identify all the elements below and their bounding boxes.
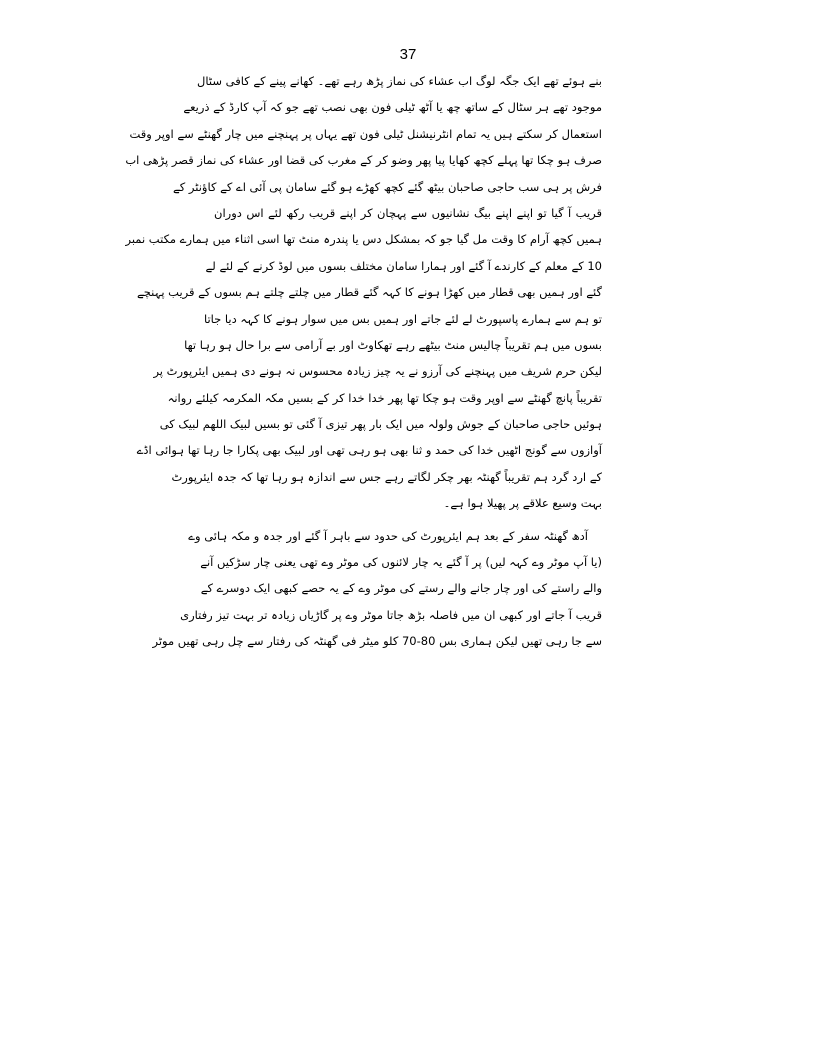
text-line: گئے اور ہمیں بھی قطار میں کھڑا ہونے کا کہہ گئے قطار میں چلتے چلتے ہم بسوں کے قریب پہنچے	[136, 285, 602, 300]
text-line: کے ارد گرد ہم تقریباً گھنٹہ بھر چکر لگاتے رہے جس سے اندازہ ہو رہا تھا کہ جدہ ایئرپورٹ	[171, 469, 602, 484]
text-line: 10 کے معلم کے کارندے آ گئے اور ہمارا سامان مختلف بسوں میں لوڈ کرنے کے لئے لے	[205, 258, 602, 273]
text-line: بسوں میں ہم تقریباً چالیس منٹ بیٹھے رہے تھکاوٹ اور بے آرامی سے برا حال ہو رہا تھا	[184, 337, 602, 352]
text-line: استعمال کر سکتے ہیں یہ تمام انٹرنیشنل ٹیلی فون تھے یہاں پر پہنچنے میں چار گھنٹے سے اوپر وقت	[129, 126, 602, 141]
text-line: فرش پر ہی سب حاجی صاحبان بیٹھ گئے کچھ کھڑے ہو گئے سامان پی آئی اے کے کاؤنٹر کے	[173, 179, 602, 194]
body-text	[125, 68, 602, 655]
text-line: ہمیں کچھ آرام کا وقت مل گیا جو کہ بمشکل دس یا پندرہ منٹ تھا اسی اثناء میں ہمارے مکتب نمبر	[125, 232, 602, 247]
page-number: 37	[399, 46, 417, 63]
text-line: تو ہم سے ہمارے پاسپورٹ لے لئے جاتے اور ہمیں بس میں سوار ہونے کا کہہ دیا جاتا	[203, 311, 602, 326]
text-line: بہت وسیع علاقے پر پھیلا ہوا ہے۔	[443, 496, 602, 511]
text-line: قریب آ جاتے اور کبھی ان میں فاصلہ بڑھ جاتا موٹر وے پر گاڑیاں زیادہ تر بہت تیز رفتاری	[180, 607, 602, 622]
text-line: ہوئیں حاجی صاحبان کے جوش ولولہ میں ایک بار پھر تیزی آ گئی تو بسیں لبیک اللھم لبیک کی	[159, 417, 602, 432]
text-line: صرف ہو چکا تھا پہلے کچھ کھایا پیا پھر وضو کر کے مغرب کی قضا اور عشاء کی نماز قصر پڑھی اب	[125, 153, 602, 168]
text-line: تقریباً پانچ گھنٹے سے اوپر وقت ہو چکا تھا پھر خدا خدا کر کے بسیں مکہ المکرمہ کیلئے روانہ	[167, 390, 602, 405]
text-line: (یا آپ موٹر وے کہہ لیں) پر آ گئے یہ چار لائنوں کی موٹر وے تھی یعنی چار سڑکیں آنے	[200, 555, 602, 570]
text-line: آوازوں سے گونج اٹھیں خدا کی حمد و ثنا بھی ہو رہی تھی اور لبیک بھی پکارا جا رہا تھا ہوائی اڈے	[136, 443, 602, 458]
text-line: قریب آ گیا تو اپنے اپنے بیگ نشانیوں سے پہچان کر اپنے قریب رکھ لئے اس دوران	[214, 205, 602, 220]
text-line: لیکن حرم شریف میں پہنچنے کی آرزو نے یہ چیز زیادہ محسوس نہ ہونے دی ہمیں ایئرپورٹ پر	[153, 364, 602, 379]
paragraph	[125, 68, 602, 517]
text-line: سے جا رہی تھیں لیکن ہماری بس 80-70 کلو میٹر فی گھنٹہ کی رفتار سے چل رہی تھیں موٹر	[152, 634, 602, 649]
paragraph	[152, 523, 602, 655]
text-line: والے راستے کی اور چار جانے والے رستے کی موٹر وے کے یہ حصے کبھی ایک دوسرے کے	[200, 581, 602, 596]
text-line: بنے ہوئے تھے ایک جگہ لوگ اب عشاء کی نماز پڑھ رہے تھے۔ کھانے پینے کے کافی سٹال	[197, 74, 602, 88]
text-line: موجود تھے ہر سٹال کے ساتھ چھ یا آٹھ ٹیلی فون بھی نصب تھے جو کہ آپ کارڈ کے ذریعے	[183, 100, 602, 115]
text-line: آدھ گھنٹہ سفر کے بعد ہم ایئرپورٹ کی حدود سے باہر آ گئے اور جدہ و مکہ ہائی وے	[188, 528, 588, 543]
